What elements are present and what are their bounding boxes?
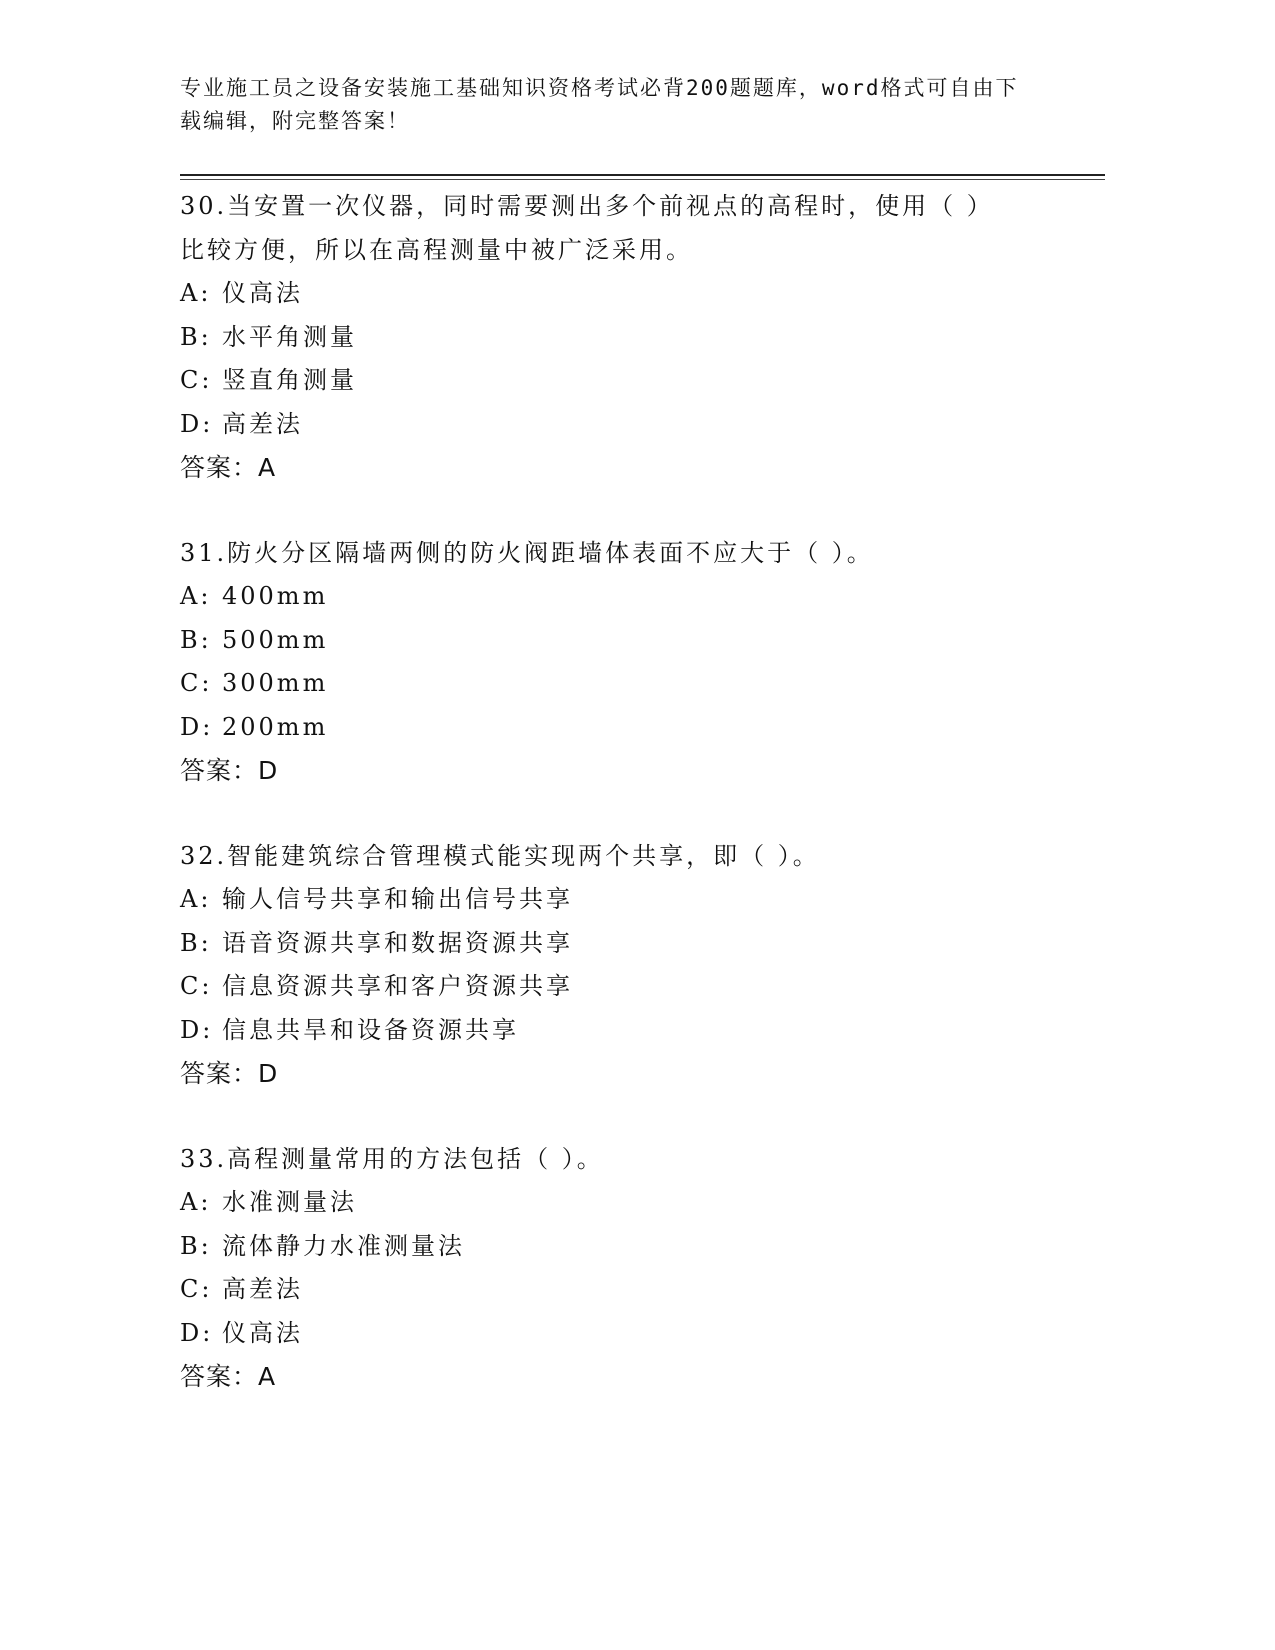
- option-a: [180, 272, 1060, 316]
- option-letter: B:: [180, 1231, 212, 1260]
- option-text: 高差法: [222, 409, 303, 438]
- option-letter: B:: [180, 928, 212, 957]
- option-text: 输人信号共享和输出信号共享: [222, 885, 573, 913]
- option-a: [180, 1181, 1060, 1225]
- document-header: 专业施工员之设备安装施工基础知识资格考试必背200题题库，word格式可自由下载编辑，附完整答案！: [180, 76, 1019, 133]
- option-text: 竖直角测量: [222, 366, 357, 394]
- option-a: [180, 878, 1060, 922]
- option-letter: C:: [180, 972, 213, 1000]
- header-divider-thick: [180, 174, 1105, 176]
- option-letter: A:: [180, 582, 212, 610]
- question-stem: 33.高程测量常用的方法包括（ ）。: [180, 1145, 604, 1173]
- option-d: [180, 1009, 1060, 1053]
- question-32: [180, 834, 1060, 1095]
- answer-line: 答案：D: [180, 756, 279, 785]
- option-letter: B:: [180, 322, 212, 351]
- question-stem: 31.防火分区隔墙两侧的防火阀距墙体表面不应大于（ ）。: [180, 539, 874, 567]
- option-text: 高差法: [222, 1275, 303, 1303]
- option-text: 300mm: [222, 669, 329, 697]
- option-b: [180, 619, 1060, 663]
- option-text: 语音资源共享和数据资源共享: [222, 928, 573, 957]
- option-text: 仪高法: [222, 1318, 303, 1347]
- option-a: [180, 575, 1060, 619]
- answer-line: 答案：A: [180, 1362, 277, 1391]
- question-stem: 32.智能建筑综合管理模式能实现两个共享，即（ ）。: [180, 842, 820, 870]
- option-text: 水平角测量: [222, 322, 357, 351]
- option-text: 400mm: [222, 582, 329, 610]
- option-b: [180, 316, 1060, 360]
- question-spacer: [180, 489, 1060, 531]
- option-text: 500mm: [222, 625, 329, 654]
- option-letter: D:: [180, 1318, 214, 1347]
- answer-line: 答案：A: [180, 453, 277, 482]
- question-list: [180, 184, 1060, 1398]
- question-30: [180, 184, 1060, 489]
- option-letter: C:: [180, 366, 213, 394]
- answer-line: 答案：D: [180, 1059, 279, 1088]
- option-text: 仪高法: [222, 279, 303, 307]
- option-text: 流体静力水准测量法: [222, 1231, 465, 1260]
- option-c: [180, 965, 1060, 1009]
- option-letter: D:: [180, 409, 214, 438]
- question-spacer: [180, 792, 1060, 834]
- option-d: [180, 403, 1060, 447]
- option-letter: D:: [180, 1015, 214, 1044]
- header-divider-thin: [180, 179, 1105, 180]
- option-letter: A:: [180, 279, 212, 307]
- option-d: [180, 706, 1060, 750]
- question-spacer: [180, 1095, 1060, 1137]
- option-letter: A:: [180, 885, 212, 913]
- option-letter: B:: [180, 625, 212, 654]
- option-text: 信息资源共享和客户资源共享: [222, 972, 573, 1000]
- question-stem: 30.当安置一次仪器，同时需要测出多个前视点的高程时，使用（ ）比较方便，所以在高程测量中被广泛采用。: [180, 192, 994, 264]
- option-c: [180, 1268, 1060, 1312]
- question-31: [180, 531, 1060, 792]
- option-letter: D:: [180, 712, 214, 741]
- option-b: [180, 1225, 1060, 1269]
- option-letter: C:: [180, 1275, 213, 1303]
- question-33: [180, 1137, 1060, 1398]
- option-letter: A:: [180, 1188, 212, 1216]
- option-text: 信息共旱和设备资源共享: [222, 1015, 519, 1044]
- option-text: 水准测量法: [222, 1188, 357, 1216]
- option-letter: C:: [180, 669, 213, 697]
- option-c: [180, 359, 1060, 403]
- option-text: 200mm: [222, 712, 329, 741]
- option-b: [180, 922, 1060, 966]
- option-c: [180, 662, 1060, 706]
- option-d: [180, 1312, 1060, 1356]
